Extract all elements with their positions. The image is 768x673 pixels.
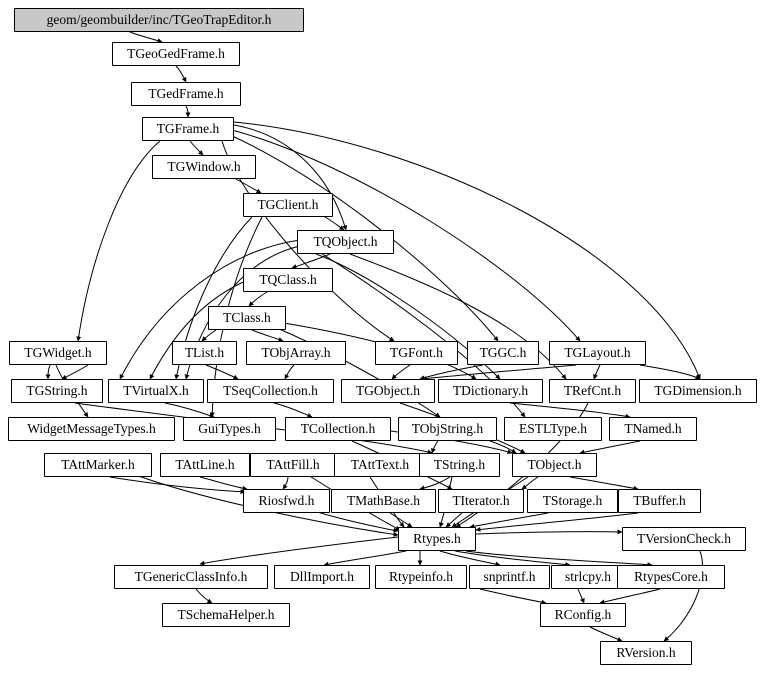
graph-node-tdictionary[interactable]: TDictionary.h	[438, 379, 543, 403]
graph-node-tatttext[interactable]: TAttText.h	[334, 453, 426, 477]
graph-node-tgobject[interactable]: TGObject.h	[341, 379, 435, 403]
graph-node-rtypeinfo[interactable]: Rtypeinfo.h	[375, 565, 467, 589]
graph-node-tggc[interactable]: TGGC.h	[467, 341, 539, 365]
graph-node-tobject[interactable]: TObject.h	[512, 453, 597, 477]
graph-node-trefcnt[interactable]: TRefCnt.h	[549, 379, 636, 403]
graph-node-tqclass[interactable]: TQClass.h	[243, 268, 333, 292]
graph-node-tschemahelper[interactable]: TSchemaHelper.h	[162, 603, 290, 627]
graph-node-tbuffer[interactable]: TBuffer.h	[618, 489, 701, 513]
graph-node-tgenericclassinfo[interactable]: TGenericClassInfo.h	[114, 565, 268, 589]
graph-node-estltype[interactable]: ESTLType.h	[504, 417, 602, 441]
graph-node-tobjarray[interactable]: TObjArray.h	[246, 341, 346, 365]
graph-node-rtypes[interactable]: Rtypes.h	[398, 527, 476, 551]
graph-node-snprintf[interactable]: snprintf.h	[469, 565, 550, 589]
graph-node-tattfill[interactable]: TAttFill.h	[250, 453, 336, 477]
graph-node-tnamed[interactable]: TNamed.h	[609, 417, 697, 441]
graph-node-tqobject[interactable]: TQObject.h	[297, 230, 394, 254]
graph-node-rconfig[interactable]: RConfig.h	[540, 603, 626, 627]
graph-node-tstorage[interactable]: TStorage.h	[527, 489, 618, 513]
graph-node-tgfont[interactable]: TGFont.h	[375, 341, 458, 365]
graph-node-guitypes[interactable]: GuiTypes.h	[183, 417, 276, 441]
graph-node-tstring[interactable]: TString.h	[419, 453, 500, 477]
graph-node-dllimport[interactable]: DllImport.h	[274, 565, 370, 589]
graph-node-tcollection[interactable]: TCollection.h	[285, 417, 391, 441]
graph-node-tgedframe[interactable]: TGedFrame.h	[131, 82, 241, 106]
graph-node-tglayout[interactable]: TGLayout.h	[549, 341, 646, 365]
graph-node-strlcpy[interactable]: strlcpy.h	[551, 565, 625, 589]
graph-node-tmathbase[interactable]: TMathBase.h	[331, 489, 436, 513]
graph-node-root[interactable]: geom/geombuilder/inc/TGeoTrapEditor.h	[14, 8, 304, 32]
graph-node-tvirtualx[interactable]: TVirtualX.h	[108, 379, 204, 403]
graph-node-tgdimension[interactable]: TGDimension.h	[639, 379, 757, 403]
graph-node-rtypescore[interactable]: RtypesCore.h	[617, 565, 725, 589]
graph-node-rversion[interactable]: RVersion.h	[600, 641, 692, 665]
graph-node-titerator[interactable]: TIterator.h	[438, 489, 524, 513]
graph-node-tgstring[interactable]: TGString.h	[11, 379, 103, 403]
graph-node-tobjstring[interactable]: TObjString.h	[398, 417, 497, 441]
graph-node-tgwindow[interactable]: TGWindow.h	[152, 155, 256, 179]
graph-node-tgwidget[interactable]: TGWidget.h	[9, 341, 107, 365]
graph-node-widgetmessagetypes[interactable]: WidgetMessageTypes.h	[8, 417, 175, 441]
graph-node-tattmarker[interactable]: TAttMarker.h	[44, 453, 152, 477]
graph-node-tseqcollection[interactable]: TSeqCollection.h	[207, 379, 334, 403]
graph-node-tversioncheck[interactable]: TVersionCheck.h	[622, 527, 746, 551]
graph-node-tgclient[interactable]: TGClient.h	[243, 193, 333, 217]
graph-node-tgframe[interactable]: TGFrame.h	[142, 117, 234, 141]
graph-node-tclass[interactable]: TClass.h	[208, 306, 286, 330]
graph-node-tlist[interactable]: TList.h	[172, 341, 237, 365]
graph-node-tgeogedframe[interactable]: TGeoGedFrame.h	[112, 42, 240, 66]
graph-node-riosfwd[interactable]: Riosfwd.h	[243, 489, 330, 513]
graph-node-tattline[interactable]: TAttLine.h	[160, 453, 250, 477]
